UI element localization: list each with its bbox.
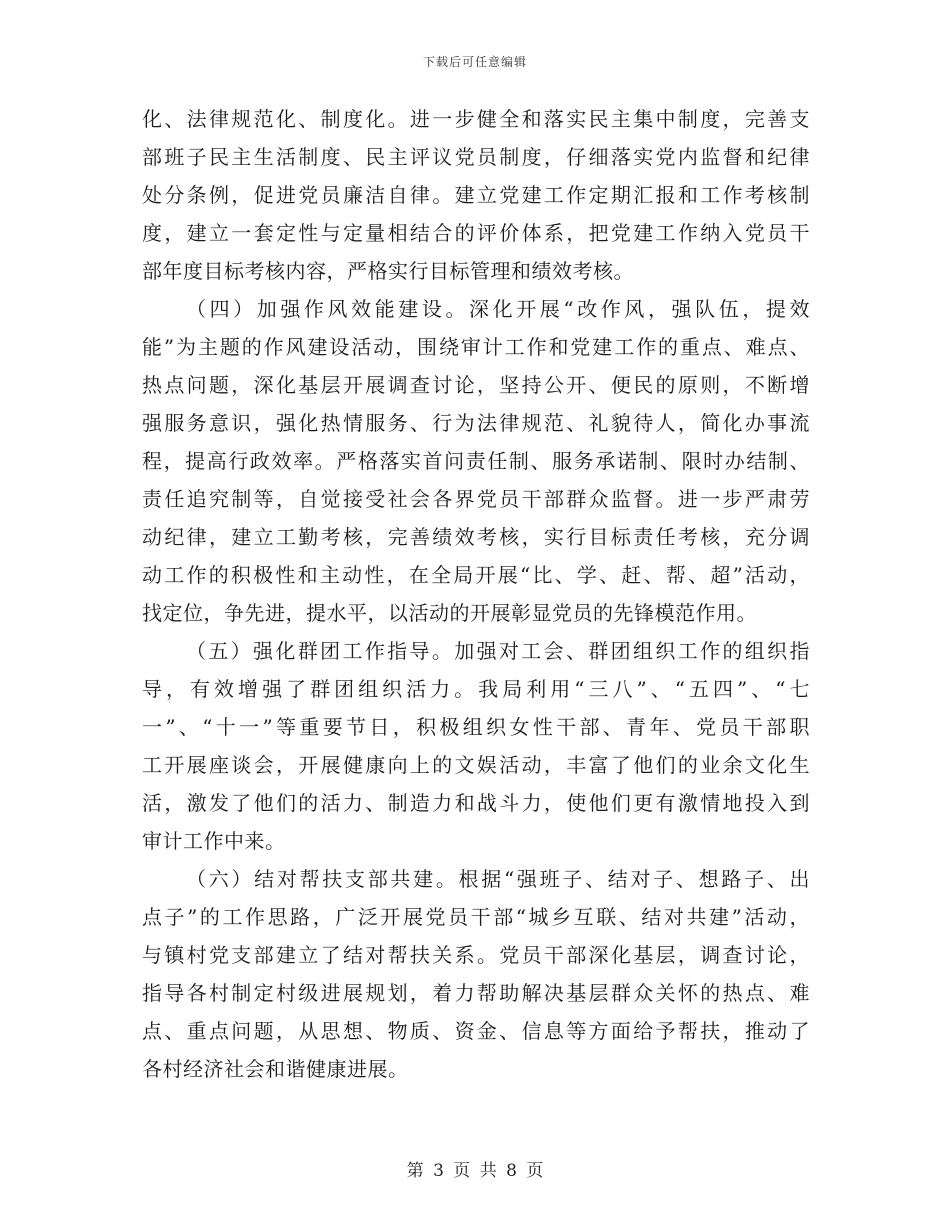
text-line: 能”为主题的作风建设活动，围绕审计工作和党建工作的重点、难点、	[142, 335, 810, 359]
text-line: 活，激发了他们的活力、制造力和战斗力，使他们更有激情地投入到	[142, 791, 810, 815]
text-line: 责任追究制等，自觉接受社会各界党员干部群众监督。进一步严肃劳	[142, 487, 810, 511]
text-line: 导，有效增强了群团组织活力。我局利用“三八”、“五四”、“七	[142, 677, 810, 701]
text-line: 找定位，争先进，提水平，以活动的开展彰显党员的先锋模范作用。	[142, 601, 757, 625]
text-line: 程，提高行政效率。严格落实首问责任制、服务承诺制、限时办结制、	[142, 449, 810, 473]
page-header: 下载后可任意编辑	[422, 55, 527, 69]
text-line: （四）加强作风效能建设。深化开展“改作风，强队伍，提效	[186, 297, 810, 321]
text-line: （六）结对帮扶支部共建。根据“强班子、结对子、想路子、出	[186, 867, 810, 891]
page-footer: 第 3 页 共 8 页	[406, 1161, 544, 1181]
text-line: 强服务意识，强化热情服务、行为法律规范、礼貌待人，简化办事流	[142, 411, 810, 435]
text-line: 点子”的工作思路，广泛开展党员干部“城乡互联、结对共建”活动，	[142, 905, 810, 929]
text-line: 各村经济社会和谐健康进展。	[142, 1057, 409, 1081]
text-line: 度，建立一套定性与定量相结合的评价体系，把党建工作纳入党员干	[142, 221, 810, 245]
text-line: 一”、“十一”等重要节日，积极组织女性干部、青年、党员干部职	[142, 715, 810, 739]
text-line: （五）强化群团工作指导。加强对工会、群团组织工作的组织指	[186, 639, 810, 663]
text-line: 部年度目标考核内容，严格实行目标管理和绩效考核。	[142, 259, 634, 283]
text-line: 审计工作中来。	[142, 829, 286, 853]
text-line: 热点问题，深化基层开展调查讨论，坚持公开、便民的原则，不断增	[142, 373, 810, 397]
text-line: 动纪律，建立工勤考核，完善绩效考核，实行目标责任考核，充分调	[142, 525, 810, 549]
text-line: 部班子民主生活制度、民主评议党员制度，仔细落实党内监督和纪律	[142, 145, 810, 169]
document-body	[142, 100, 810, 1088]
text-line: 化、法律规范化、制度化。进一步健全和落实民主集中制度，完善支	[142, 107, 810, 131]
text-line: 指导各村制定村级进展规划，着力帮助解决基层群众关怀的热点、难	[142, 981, 810, 1005]
text-line: 点、重点问题，从思想、物质、资金、信息等方面给予帮扶，推动了	[142, 1019, 810, 1043]
text-line: 处分条例，促进党员廉洁自律。建立党建工作定期汇报和工作考核制	[142, 183, 810, 207]
text-line: 工开展座谈会，开展健康向上的文娱活动，丰富了他们的业余文化生	[142, 753, 810, 777]
text-line: 动工作的积极性和主动性，在全局开展“比、学、赶、帮、超”活动，	[142, 563, 810, 587]
text-line: 与镇村党支部建立了结对帮扶关系。党员干部深化基层，调查讨论，	[142, 943, 810, 967]
